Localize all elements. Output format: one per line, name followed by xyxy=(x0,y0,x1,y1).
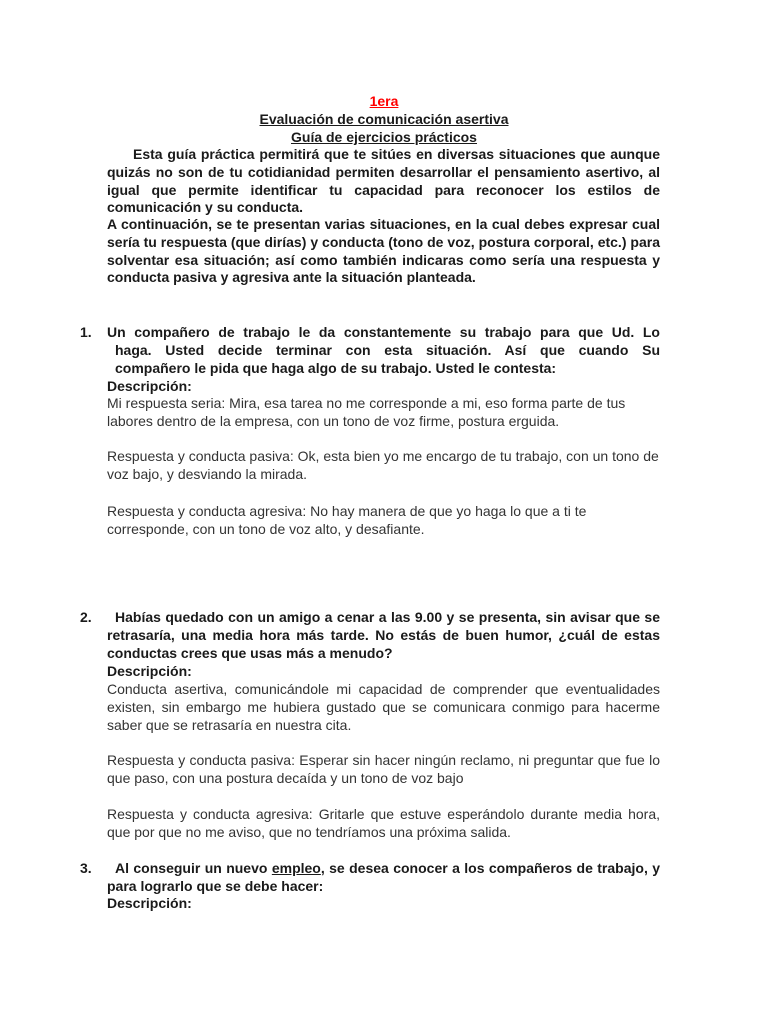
item-1-answer-assertive: Mi respuesta seria: Mira, esa tarea no me corresponde a mi, eso forma parte de tus labores dentro de la empresa, con un tono de voz firme, postura erguida. xyxy=(107,395,626,429)
document-subtitle: Guía de ejercicios prácticos xyxy=(291,129,477,145)
item-3-number: 3. xyxy=(80,860,92,876)
document-number: 1era xyxy=(369,93,399,109)
intro-paragraph-2: A continuación, se te presentan varias situaciones, en la cual debes expresar cual sería tu respuesta (que dirías) y conducta (tono de voz, postura corporal, etc.) para solventar esa situación; así como también indicaras como sería una respuesta y conducta pasiva y agresiva ante la situación planteada. xyxy=(107,216,660,286)
item-2-answer-aggressive: Respuesta y conducta agresiva: Gritarle que estuve esperándolo durante media hora, que por que no me aviso, que no tendríamos una próxima salida. xyxy=(107,806,660,840)
item-1-answer-passive: Respuesta y conducta pasiva: Ok, esta bien yo me encargo de tu trabajo, con un tono de voz bajo, y desviando la mirada. xyxy=(107,448,659,482)
item-2-question: Habías quedado con un amigo a cenar a las 9.00 y se presenta, sin avisar que se retrasaría, una media hora más tarde. No estás de buen humor, ¿cuál de estas conductas crees que usas más a menudo? xyxy=(107,609,660,661)
item-1-question-line-3: compañero le pida que haga algo de su trabajo. Usted le contesta: xyxy=(115,360,557,376)
item-1-question-line-2: haga. Usted decide terminar con esta situación. Así que cuando Su xyxy=(115,342,660,358)
item-1-description-label: Descripción: xyxy=(107,378,192,394)
item-1-question-line-1: Un compañero de trabajo le da constantemente su trabajo para que Ud. Lo xyxy=(107,324,660,340)
item-2-number: 2. xyxy=(80,609,92,625)
document-title: Evaluación de comunicación asertiva xyxy=(259,111,509,127)
intro-paragraph-1: Esta guía práctica permitirá que te sitúes en diversas situaciones que aunque quizás no son de tu cotidianidad permiten desarrollar el pensamiento asertivo, al igual que permite identificar tu capacidad para reconocer los estilos de comunicación y su conducta. xyxy=(107,146,660,216)
item-3-description-label: Descripción: xyxy=(107,895,192,911)
item-2-answer-assertive: Conducta asertiva, comunicándole mi capacidad de comprender que eventualidades existen, sin embargo me hubiera gustado que se comunicara conmigo para hacerme saber que se retrasaría en nuestra cita. xyxy=(107,681,660,733)
item-1-number: 1. xyxy=(80,324,92,340)
item-2-answer-passive: Respuesta y conducta pasiva: Esperar sin hacer ningún reclamo, ni preguntar que fue lo que paso, con una postura decaída y un tono de voz bajo xyxy=(107,752,660,786)
empleo-link[interactable]: empleo xyxy=(271,860,321,876)
item-3-question-start: Al conseguir un nuevo xyxy=(115,860,268,876)
item-3-question xyxy=(107,859,660,895)
item-1-answer-aggressive: Respuesta y conducta agresiva: No hay manera de que yo haga lo que a ti te corresponde, con un tono de voz alto, y desafiante. xyxy=(107,503,587,537)
item-3-question-end: , se desea conocer a los compañeros de trabajo, y para lograrlo que se debe hacer: xyxy=(107,860,661,894)
item-2-description-label: Descripción: xyxy=(107,663,192,679)
